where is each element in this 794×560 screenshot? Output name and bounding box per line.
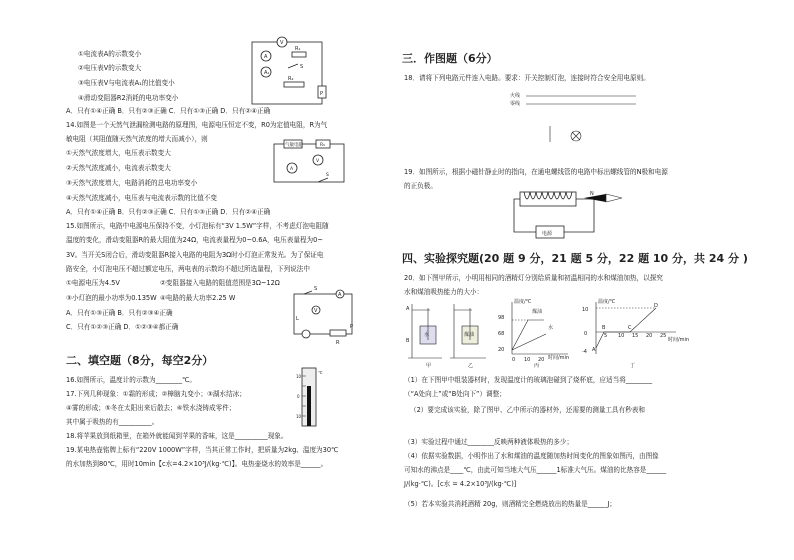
svg-text:℃: ℃ (318, 370, 323, 375)
graph-d-xlabel: 时间/min (668, 337, 690, 343)
svg-text:A: A (290, 167, 294, 172)
q14-choices: A．只有①④正确 B．只有②③正确 C．只有①③正确 D．只有②④正确 (66, 208, 271, 216)
graph-d-tick-20: 20 (646, 333, 653, 339)
fig-label-yi: 乙 (468, 363, 474, 369)
q15-opt-2: ②变阻器接入电路的阻值范围是3Ω~12Ω (160, 279, 280, 287)
graph-c-tick-0: 0 (512, 357, 516, 363)
graph-d (590, 300, 680, 356)
graph-c-water-label: 水 (548, 325, 554, 331)
svg-text:10: 10 (296, 374, 302, 379)
fig-label-bing: 丙 (534, 363, 540, 369)
sub2-line-1: （2）要完成该实验，除了图甲、乙中所示的器材外，还需要的测量工具有秒表和 (410, 406, 645, 414)
sub4-line-2: 可知水的沸点是____℃，由此可知当地大气压______1标准大气压。煤油的比热容是______ (404, 466, 667, 474)
q13-opt-4: ④滑动变阻器R2消耗的电功率变小 (78, 94, 179, 102)
sub3: （3）实验过程中通过________反映两种液体吸热的多少； (404, 438, 574, 446)
svg-text:P: P (320, 91, 324, 97)
graph-c-tick-98: 98 (498, 315, 505, 321)
svg-text:S: S (314, 286, 318, 292)
graph-d-tick-m4: -4 (582, 349, 587, 355)
sub1-line-2: （“A处向上”或“B处向下”）调整； (404, 390, 506, 398)
q17-line-3: 其中属于吸热的有__________。 (66, 418, 159, 426)
sub4-line-3: J/(kg·℃)。[c水 = 4.2×10³J/(kg·℃)] (404, 480, 517, 488)
svg-text:R₁: R₁ (295, 46, 301, 52)
q13-opt-3: ③电压表V与电流表A₁的比值变小 (78, 79, 175, 87)
q15-opt-1: ①电源电压为4.5V (66, 279, 120, 287)
graph-d-point-c: C (628, 325, 632, 331)
svg-text:S: S (326, 173, 329, 178)
q13-choices: A．只有①④正确 B．只有②③正确 C．只有①③正确 D．只有②④正确 (66, 107, 271, 115)
q15-choices-1: A．只有①③正确 B．只有②③④正确 (66, 309, 173, 317)
svg-text:A: A (338, 292, 342, 298)
svg-text:R₀: R₀ (320, 143, 325, 148)
q15-line-2: 温度的变化，滑动变阻器R的最大阻值为24Ω，电流表量程为0~0.6A，电压表量程为0~ (66, 236, 323, 244)
svg-text:A: A (406, 306, 410, 312)
svg-text:气敏电阻: 气敏电阻 (285, 143, 303, 148)
q14-line-1: 14.如图是一个天然气泄漏检测电路的原理图，电源电压恒定不变，R0为定值电阻，R为气 (66, 121, 328, 129)
svg-text:0: 0 (297, 394, 300, 399)
graph-d-point-a: A (592, 347, 596, 353)
fig-label-ding: 丁 (630, 363, 636, 369)
circuit-figure-14 (270, 138, 350, 186)
q20-line-1: 20．如下图甲所示，小明用相同的酒精灯分别给质量和初温相同的水和煤油加热，以探究 (404, 274, 663, 282)
section-3-title: 三．作图题（6分） (402, 52, 498, 65)
sub1-line-1: （1）在下图甲中组装器材时，发现温度计的玻璃泡碰到了烧杯底，应适当将________ (404, 376, 653, 384)
graph-d-point-d: D (654, 303, 658, 309)
graph-d-tick-10x: 10 (618, 333, 625, 339)
circuit-figure-15 (290, 286, 360, 346)
graph-c-oil-label: 煤油 (532, 309, 543, 315)
q16: 16.如图所示，温度计的示数为________℃。 (66, 376, 196, 384)
q13-opt-2: ②电压表V的示数变大 (78, 64, 142, 72)
svg-text:L: L (296, 316, 299, 322)
svg-text:B: B (406, 338, 410, 344)
q17-line-2: ④雾的形成；⑤冬在太阳出来后散去；⑥铁水浇铸成零件； (66, 404, 236, 412)
q13-opt-1: ①电流表A的示数变小 (78, 50, 142, 58)
graph-d-tick-25: 25 (660, 333, 667, 339)
graph-d-tick-10: 10 (582, 307, 589, 313)
section-2-title: 二、填空题（8分，每空2分） (66, 354, 214, 367)
apparatus-figure (404, 300, 490, 360)
svg-text:V: V (280, 40, 284, 46)
svg-text:V: V (316, 159, 320, 164)
graph-c (506, 300, 570, 356)
svg-text:煤油: 煤油 (464, 332, 475, 338)
svg-text:A: A (264, 54, 268, 60)
q15-opt-3: ③小灯泡的最小功率为0.135W (66, 294, 157, 302)
graph-c-tick-10: 10 (524, 357, 531, 363)
q14-line-2: 敏电阻（其阻值随天然气浓度的增大而减小），则 (66, 135, 208, 143)
q18-left: 18.将苹果放到纸箱里，在箱外就能闻到苹果的香味，这是__________现象。 (66, 432, 288, 440)
graph-d-title: 温度/℃ (598, 299, 616, 305)
graph-d-tick-0: 0 (584, 331, 588, 337)
q14-opt-3: ③天然气浓度增大，电路消耗的总电功率变小 (66, 179, 198, 187)
q14-opt-4: ④天然气浓度减小，电压表与电流表示数的比值不变 (66, 194, 217, 202)
graph-c-tick-20x: 20 (538, 357, 545, 363)
q19-line-1: 19.某电热壶铭牌上标有“220V 1000W”字样，当其正常工作时，把质量为2kg、温度为30℃ (66, 446, 339, 454)
q15-line-1: 15.如图所示，电路中电源电压保持不变，小灯泡标有“3V 1.5W”字样，不考虑灯泡电阻随 (66, 222, 329, 230)
graph-c-tick-68: 68 (498, 331, 505, 337)
q15-line-3: 3V。当开关S闭合后，滑动变阻器R接入电路的电阻为3Ω时小灯泡正常发光。为了保证电 (66, 251, 324, 259)
solenoid-figure (510, 180, 630, 246)
svg-text:10: 10 (296, 414, 302, 419)
svg-text:水: 水 (424, 332, 430, 338)
graph-d-tick-15: 15 (632, 333, 639, 339)
sub4-line-1: （4）依据实验数据，小明作出了水和煤油的温度随加热时间变化的图象如图丙，由图像 (404, 452, 659, 460)
zero-wire-label: 零线 (510, 101, 521, 107)
wiring-figure (520, 90, 640, 160)
q17-line-1: 17.下列几种现象：①霜的形成；②樟脑丸变小；③湖水结冰； (66, 390, 246, 398)
graph-c-xlabel: 时间/min (548, 355, 570, 361)
q15-line-4: 路安全，小灯泡电压不超过额定电压，两电表的示数均不超过所选量程，下列说法中 (66, 265, 310, 273)
power-source-label: 电源 (542, 231, 553, 237)
svg-text:S: S (300, 64, 304, 70)
svg-text:V: V (314, 308, 318, 314)
sub5: （5）若本实验共消耗酒精 20g，则酒精完全燃烧放出的热量是______J； (404, 500, 617, 508)
q19-right-line-1: 19．如图所示，根据小磁针静止时的指向，在通电螺线管的电路中标出螺线管的N极和电源 (404, 168, 668, 176)
q18-right: 18．请将下列电路元件连入电路。要求：开关控制灯泡，连接时符合安全用电原则。 (404, 74, 650, 82)
section-4-title: 四、实验探究题(20 题 9 分，21 题 5 分，22 题 10 分，共 24 分 ) (402, 252, 748, 265)
graph-d-point-b: B (602, 325, 606, 331)
circuit-figure-13 (248, 38, 338, 110)
magnet-n-label: N (590, 191, 594, 197)
fig-label-jia: 甲 (426, 363, 432, 369)
svg-text:A₁: A₁ (264, 70, 270, 76)
q14-opt-2: ②天然气浓度减小，电流表示数变大 (66, 164, 171, 172)
q14-opt-1: ①天然气浓度增大，电压表示数变大 (66, 149, 171, 157)
q15-choices-2: C．只有①②③正确 D．①②③④都正确 (66, 323, 179, 331)
graph-c-title: 温度/℃ (514, 299, 532, 305)
graph-d-tick-5: 5 (604, 333, 608, 339)
fire-wire-label: 火线 (510, 93, 521, 99)
svg-text:R₂: R₂ (288, 76, 294, 82)
graph-c-tick-20: 20 (498, 347, 505, 353)
q20-line-2: 水和煤油吸热能力的大小： (404, 288, 484, 296)
thermometer-figure (296, 366, 326, 428)
q19-right-line-2: 的正负极。 (404, 182, 437, 190)
q15-opt-4: ④电路的最大功率2.25 W (160, 294, 236, 302)
q19-line-2: 的水加热到80℃，用时10min【c水=4.2×10³J/(kg·℃)】。电热壶烧水的效率是______。 (66, 460, 328, 468)
svg-text:P: P (350, 324, 354, 330)
svg-text:R: R (336, 340, 340, 346)
